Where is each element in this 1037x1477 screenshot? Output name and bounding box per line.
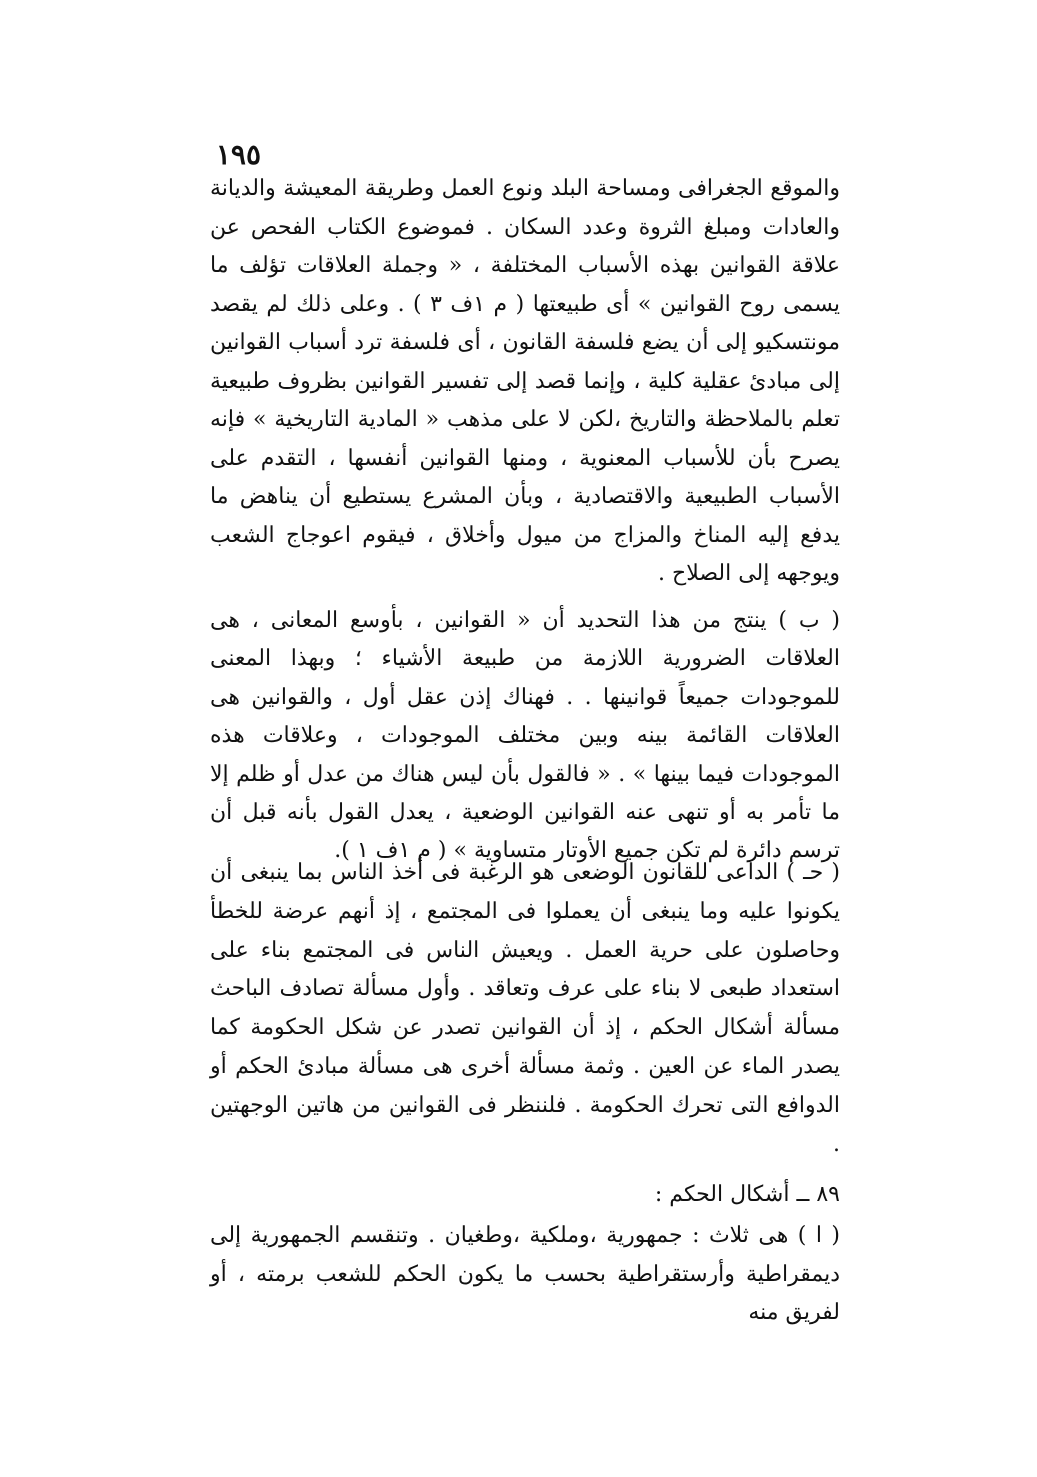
paragraph-definition-of-laws	[210, 602, 840, 871]
paragraph-text: والموقع الجغرافى ومساحة البلد ونوع العمل وطريقة المعيشة والديانة والعادات ومبلغ الثروة وعدد السكان . فموضوع الكتاب الفحص عن علاقة القوانين بهذه الأسباب المختلفة ، « وجملة العلاقات تؤلف ما يسمى روح القوانين » أى طبيعتها ( م ١ف ٣ ) . وعلى ذلك لم يقصد مونتسكيو إلى أن يضع فلسفة القانون ، أى فلسفة ترد أسباب القوانين إلى مبادئ عقلية كلية ، وإنما قصد إلى تفسير القوانين بظروف طبيعية تعلم بالملاحظة والتاريخ ،لكن لا على مذهب « المادية التاريخية » فإنه يصرح بأن للأسباب المعنوية ، ومنها القوانين أنفسها ، التقدم على الأسباب الطبيعية والاقتصادية ، وبأن المشرع يستطيع أن يناهض ما يدفع إليه المناخ والمزاج من ميول وأخلاق ، فيقوم اعوجاج الشعب ويوجهه إلى الصلاح .	[210, 176, 840, 586]
paragraph-positive-law	[210, 854, 840, 1164]
page-number: ١٩٥	[215, 138, 261, 171]
paragraph-geography-causes	[210, 170, 840, 594]
paragraph-text: ( ب ) ينتج من هذا التحديد أن « القوانين ، بأوسع المعانى ، هى العلاقات الضرورية اللازمة من طبيعة الأشياء ؛ وبهذا المعنى للموجودات جميعاً قوانينها . . فهناك إذن عقل أول ، والقوانين هى العلاقات القائمة بينه وبين مختلف الموجودات ، وعلاقات هذه الموجودات فيما بينها » . « فالقول بأن ليس هناك من عدل أو ظلم إلا ما تأمر به أو تنهى عنه القوانين الوضعية ، يعدل القول بأنه قبل أن ترسم دائرة لم تكن جميع الأوتار متساوية » ( م ١ف ١ ).	[210, 608, 840, 864]
paragraph-text: ( ا ) هى ثلاث : جمهورية ،وملكية ،وطغيان . وتنقسم الجمهورية إلى ديمقراطية وأرستقراطية بحسب ما يكون الحكم للشعب برمته ، أو لفريق منه	[210, 1223, 840, 1325]
section-heading-forms-of-government: ٨٩ ــ أشكال الحكم :	[654, 1182, 840, 1207]
paragraph-types-of-government	[210, 1217, 840, 1333]
paragraph-text: ( حـ ) الداعى للقانون الوضعى هو الرغبة فى أخذ الناس بما ينبغى أن يكونوا عليه وما ينبغى أن يعملوا فى المجتمع ، إذ أنهم عرضة للخطأ وحاصلون على حرية العمل . ويعيش الناس فى المجتمع بناء على استعداد طبعى لا بناء على عرف وتعاقد . وأول مسألة تصادف الباحث مسألة أشكال الحكم ، إذ أن القوانين تصدر عن شكل الحكومة كما يصدر الماء عن العين . وثمة مسألة أخرى هى مسألة مبادئ الحكم أو الدوافع التى تحرك الحكومة . فلننظر فى القوانين من هاتين الوجهتين .	[210, 860, 840, 1157]
